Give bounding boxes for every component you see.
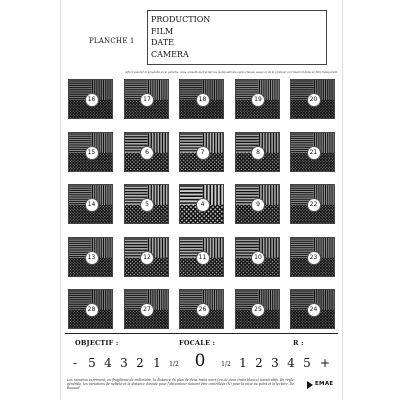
scale-mark: 3 [271, 356, 279, 370]
test-chart-sheet [60, 0, 343, 400]
scale-mark: 3 [120, 356, 128, 370]
target-cell [179, 237, 224, 277]
target-cell [124, 79, 169, 119]
scale-mark: 5 [88, 356, 96, 370]
target-cell [290, 79, 335, 119]
target-cell [290, 237, 335, 277]
brand-logo-text: EMAE [315, 381, 334, 387]
scale-mark: 2 [255, 356, 263, 370]
target-cell [179, 132, 224, 172]
resolution-target-grid [68, 79, 335, 329]
camera-field: CAMERA [151, 49, 189, 59]
target-cell [68, 184, 113, 224]
target-number: 26 [196, 303, 210, 317]
date-field: DATE [151, 38, 174, 47]
focale-label: FOCALE : [179, 339, 216, 347]
target-cell [290, 184, 335, 224]
target-number: 16 [85, 93, 99, 107]
target-cell [124, 132, 169, 172]
footnote-text: Les numéros expriment, en fragilisme de millimètre, la distance du plan de deux traits noirs (ou de deux traits blancs) consécutifs. En règle générale, les variations de netteté et la distance donnée pour l'obturateur doivent être contrôlées (N) pour la mise au point et la lecture. De Roussel. [67, 378, 295, 391]
film-field: FILM [151, 26, 174, 36]
target-cell [235, 132, 280, 172]
target-number: 14 [85, 198, 99, 212]
target-number: 18 [196, 93, 210, 107]
target-number: 6 [140, 146, 154, 160]
target-cell [124, 184, 169, 224]
focus-scale [61, 352, 342, 370]
target-number: 28 [85, 303, 99, 317]
target-cell [68, 79, 113, 119]
target-number: 27 [140, 303, 154, 317]
target-cell [179, 79, 224, 119]
scale-mark: - [72, 356, 78, 370]
objectif-label: OBJECTIF : [75, 339, 119, 347]
scale-mark: + [319, 356, 331, 370]
target-cell [68, 289, 113, 329]
production-field: PRODUCTION [151, 15, 211, 24]
target-number: 7 [196, 146, 210, 160]
target-number: 9 [251, 198, 265, 212]
target-cell [68, 237, 113, 277]
target-cell [68, 132, 113, 172]
r-label: R : [293, 339, 304, 347]
target-number: 8 [251, 146, 265, 160]
target-number: 5 [140, 198, 154, 212]
target-cell [124, 289, 169, 329]
target-number: 25 [251, 303, 265, 317]
production-info-box [147, 10, 327, 65]
scale-mark: 4 [287, 356, 295, 370]
target-cell [235, 289, 280, 329]
scale-mark: 0 [194, 351, 206, 371]
scale-mark: 2 [136, 356, 144, 370]
target-number: 11 [196, 251, 210, 265]
scale-mark: 1 [153, 356, 161, 370]
target-cell [290, 289, 335, 329]
divider-line [65, 333, 338, 334]
care-caption: Afin d'assurer la longévité de la planche, nous conseillons d'éviter les manipulations après chaque usage et de la protéger en l'insérant dans un film transparent. [125, 71, 338, 74]
scale-mark: 1 [239, 356, 247, 370]
target-number: 4 [196, 198, 210, 212]
scale-mark: 1/2 [169, 361, 179, 368]
target-number: 21 [307, 146, 321, 160]
target-cell [179, 289, 224, 329]
planche-label: PLANCHE 1 [89, 37, 135, 45]
target-number: 13 [85, 251, 99, 265]
target-cell [235, 79, 280, 119]
target-number: 12 [140, 251, 154, 265]
target-cell [235, 237, 280, 277]
target-cell [179, 184, 224, 224]
target-number: 24 [307, 303, 321, 317]
scale-mark: 1/2 [221, 361, 231, 368]
scale-mark: 4 [104, 356, 112, 370]
target-number: 10 [251, 251, 265, 265]
target-cell [290, 132, 335, 172]
target-cell [124, 237, 169, 277]
scale-mark: 5 [303, 356, 311, 370]
target-number: 20 [307, 93, 321, 107]
target-number: 17 [140, 93, 154, 107]
target-number: 15 [85, 146, 99, 160]
target-number: 23 [307, 251, 321, 265]
target-number: 19 [251, 93, 265, 107]
target-cell [235, 184, 280, 224]
target-number: 22 [307, 198, 321, 212]
